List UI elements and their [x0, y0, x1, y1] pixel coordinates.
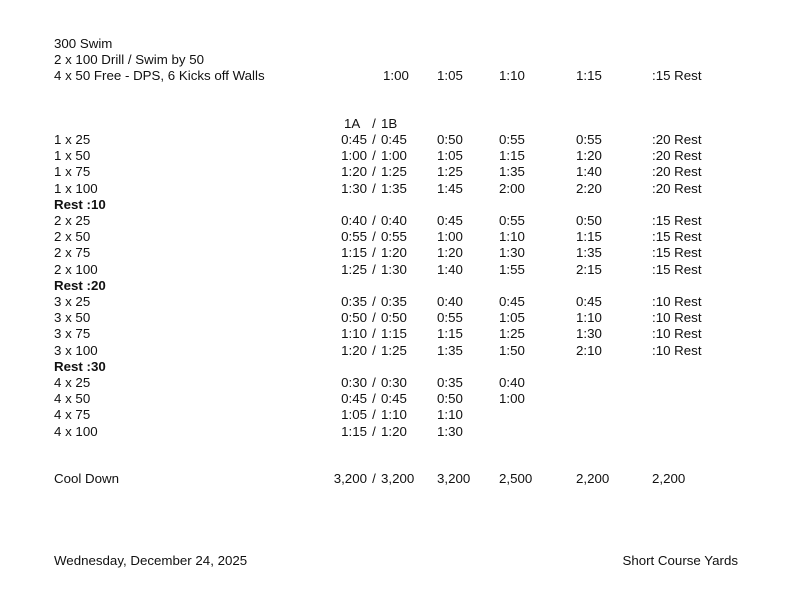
interval-col-3: 1:05: [437, 148, 463, 164]
group-separator: /: [372, 132, 376, 147]
interval-1b: 0:30: [381, 375, 407, 390]
group-separator: /: [372, 164, 376, 180]
interval-col-5: 1:15: [576, 229, 602, 245]
interval-1b: 1:20: [381, 245, 407, 261]
interval-col-4: 0:45: [499, 294, 525, 309]
interval-col-4: 0:55: [499, 132, 525, 147]
cooldown-row: [0, 471, 792, 487]
rest-time: :10 Rest: [652, 294, 702, 309]
set-row: [0, 424, 792, 440]
set-row: [0, 181, 792, 197]
group-separator: /: [372, 294, 376, 309]
interval-1a: 0:45: [341, 132, 367, 147]
group-separator: /: [372, 245, 376, 261]
interval-col-4: 1:55: [499, 261, 525, 277]
set-row: [0, 326, 792, 342]
set-row: [0, 310, 792, 326]
cooldown-total: 3,200: [437, 471, 471, 486]
set-label: 2 x 100: [54, 261, 98, 277]
rest-time: :10 Rest: [652, 310, 702, 326]
warmup-text: 2 x 100 Drill / Swim by 50: [54, 52, 205, 67]
interval-col-3: 1:35: [437, 342, 463, 358]
group-separator: /: [372, 391, 376, 407]
set-label: 1 x 25: [54, 132, 91, 147]
interval-1a: 1:10: [341, 326, 367, 342]
group-separator: /: [372, 180, 376, 196]
group-separator: /: [372, 310, 376, 326]
set-label: 2 x 25: [54, 213, 91, 228]
interval-1a: 1:20: [341, 342, 367, 358]
set-row: [0, 407, 792, 423]
set-label: 1 x 50: [54, 148, 91, 164]
interval-1b: 1:35: [381, 180, 407, 196]
warmup-line: [0, 68, 792, 84]
set-row: [0, 245, 792, 261]
interval-1b: 0:40: [381, 213, 407, 228]
interval-1b: 1:25: [381, 342, 407, 358]
set-row: [0, 343, 792, 359]
cooldown-total: 2,200: [652, 471, 686, 486]
warmup-rest: :15 Rest: [652, 68, 702, 83]
group-separator: /: [372, 229, 376, 245]
interval-1a: 0:30: [341, 375, 367, 390]
warmup-line: [0, 52, 792, 68]
rest-label: Rest :10: [54, 196, 106, 212]
interval-1b: 0:45: [381, 132, 407, 147]
rest-row: [0, 197, 792, 213]
interval-1b: 0:35: [381, 294, 407, 309]
cooldown-total: 2,500: [499, 471, 533, 486]
set-label: 3 x 100: [54, 342, 98, 358]
set-row: [0, 294, 792, 310]
set-label: 4 x 25: [54, 375, 91, 390]
warmup-interval: 1:00: [383, 68, 409, 83]
interval-1a: 0:45: [341, 391, 367, 407]
footer-course: Short Course Yards: [622, 553, 738, 568]
interval-1a: 1:20: [341, 164, 367, 180]
interval-col-3: 1:00: [437, 229, 463, 245]
set-row: [0, 132, 792, 148]
interval-col-5: 1:30: [576, 326, 602, 342]
interval-col-3: 0:35: [437, 375, 463, 390]
group-separator: /: [372, 423, 376, 439]
set-label: 3 x 50: [54, 310, 91, 326]
interval-1b: 1:15: [381, 326, 407, 342]
group-separator: /: [372, 213, 376, 228]
set-label: 1 x 100: [54, 180, 98, 196]
set-row: [0, 375, 792, 391]
interval-col-5: 0:50: [576, 213, 602, 228]
rest-time: :15 Rest: [652, 213, 702, 228]
interval-1a: 0:50: [341, 310, 367, 326]
page-footer: [0, 553, 792, 569]
warmup-interval: 1:10: [499, 68, 525, 83]
interval-col-3: 1:30: [437, 423, 463, 439]
rest-time: :20 Rest: [652, 132, 702, 147]
rest-time: :20 Rest: [652, 180, 702, 196]
interval-1a: 1:15: [341, 245, 367, 261]
group-1a-label: 1A: [344, 116, 361, 131]
interval-col-3: 1:10: [437, 407, 463, 423]
rest-row: [0, 359, 792, 375]
interval-col-4: 2:00: [499, 180, 525, 196]
interval-col-4: 1:50: [499, 342, 525, 358]
interval-1a: 1:00: [341, 148, 367, 164]
interval-1a: 0:35: [341, 294, 367, 309]
interval-col-3: 0:50: [437, 391, 463, 407]
warmup-interval: 1:05: [437, 68, 463, 83]
group-separator: /: [372, 116, 376, 131]
interval-col-4: 1:30: [499, 245, 525, 261]
cooldown-total: 2,200: [576, 471, 610, 486]
set-label: 4 x 50: [54, 391, 91, 407]
interval-1a: 0:40: [341, 213, 367, 228]
interval-col-4: 0:40: [499, 375, 525, 390]
group-separator: /: [372, 342, 376, 358]
interval-col-4: 1:00: [499, 391, 525, 407]
rest-time: :20 Rest: [652, 148, 702, 164]
warmup-line: [0, 36, 792, 52]
interval-1b: 1:25: [381, 164, 407, 180]
interval-col-5: 2:20: [576, 180, 602, 196]
interval-col-3: 1:25: [437, 164, 463, 180]
interval-col-3: 1:40: [437, 261, 463, 277]
group-separator: /: [372, 261, 376, 277]
rest-time: :15 Rest: [652, 261, 702, 277]
group-separator: /: [372, 407, 376, 423]
group-header: [0, 116, 792, 132]
interval-col-4: 1:35: [499, 164, 525, 180]
rest-time: :10 Rest: [652, 326, 702, 342]
interval-1b: 0:50: [381, 310, 407, 326]
warmup-text: 4 x 50 Free - DPS, 6 Kicks off Walls: [54, 68, 265, 83]
warmup-interval: 1:15: [576, 68, 602, 83]
set-row: [0, 148, 792, 164]
rest-time: :20 Rest: [652, 164, 702, 180]
interval-col-5: 1:40: [576, 164, 602, 180]
group-separator: /: [372, 148, 376, 164]
group-separator: /: [372, 375, 376, 390]
cooldown-total-1b: 3,200: [381, 471, 415, 486]
set-row: [0, 229, 792, 245]
set-label: 3 x 75: [54, 326, 91, 342]
set-label: 4 x 75: [54, 407, 91, 423]
interval-col-4: 1:15: [499, 148, 525, 164]
rest-time: :15 Rest: [652, 229, 702, 245]
group-1b-label: 1B: [381, 116, 398, 131]
interval-col-5: 2:15: [576, 261, 602, 277]
interval-col-3: 1:15: [437, 326, 463, 342]
set-row: [0, 213, 792, 229]
interval-col-5: 1:35: [576, 245, 602, 261]
interval-col-4: 1:10: [499, 229, 525, 245]
warmup-text: 300 Swim: [54, 36, 113, 51]
set-label: 2 x 50: [54, 229, 91, 245]
interval-col-5: 1:20: [576, 148, 602, 164]
interval-col-5: 0:45: [576, 294, 602, 309]
rest-label: Rest :30: [54, 358, 106, 374]
interval-1b: 0:55: [381, 229, 407, 245]
interval-col-3: 1:45: [437, 180, 463, 196]
group-separator: /: [372, 326, 376, 342]
rest-label: Rest :20: [54, 277, 106, 293]
interval-1a: 0:55: [341, 229, 367, 245]
set-label: 2 x 75: [54, 245, 91, 261]
interval-col-4: 1:05: [499, 310, 525, 326]
interval-1b: 1:10: [381, 407, 407, 423]
set-label: 4 x 100: [54, 423, 98, 439]
rest-row: [0, 278, 792, 294]
interval-col-5: 0:55: [576, 132, 602, 147]
cooldown-label: Cool Down: [54, 471, 120, 486]
interval-col-3: 0:40: [437, 294, 463, 309]
cooldown-total-1a: 3,200: [333, 471, 367, 486]
interval-col-3: 0:50: [437, 132, 463, 147]
interval-col-3: 0:45: [437, 213, 463, 228]
interval-1b: 0:45: [381, 391, 407, 407]
rest-time: :15 Rest: [652, 245, 702, 261]
interval-col-4: 1:25: [499, 326, 525, 342]
interval-1a: 1:05: [341, 407, 367, 423]
interval-col-4: 0:55: [499, 213, 525, 228]
group-separator: /: [372, 471, 376, 486]
interval-col-3: 0:55: [437, 310, 463, 326]
set-row: [0, 391, 792, 407]
interval-col-5: 2:10: [576, 342, 602, 358]
interval-1a: 1:30: [341, 180, 367, 196]
interval-col-5: 1:10: [576, 310, 602, 326]
footer-date: Wednesday, December 24, 2025: [54, 553, 248, 568]
interval-col-3: 1:20: [437, 245, 463, 261]
interval-1b: 1:30: [381, 261, 407, 277]
set-label: 3 x 25: [54, 294, 91, 309]
rest-time: :10 Rest: [652, 342, 702, 358]
interval-1b: 1:00: [381, 148, 407, 164]
set-label: 1 x 75: [54, 164, 91, 180]
set-row: [0, 262, 792, 278]
interval-1a: 1:15: [341, 423, 367, 439]
set-row: [0, 164, 792, 180]
interval-1b: 1:20: [381, 423, 407, 439]
interval-1a: 1:25: [341, 261, 367, 277]
